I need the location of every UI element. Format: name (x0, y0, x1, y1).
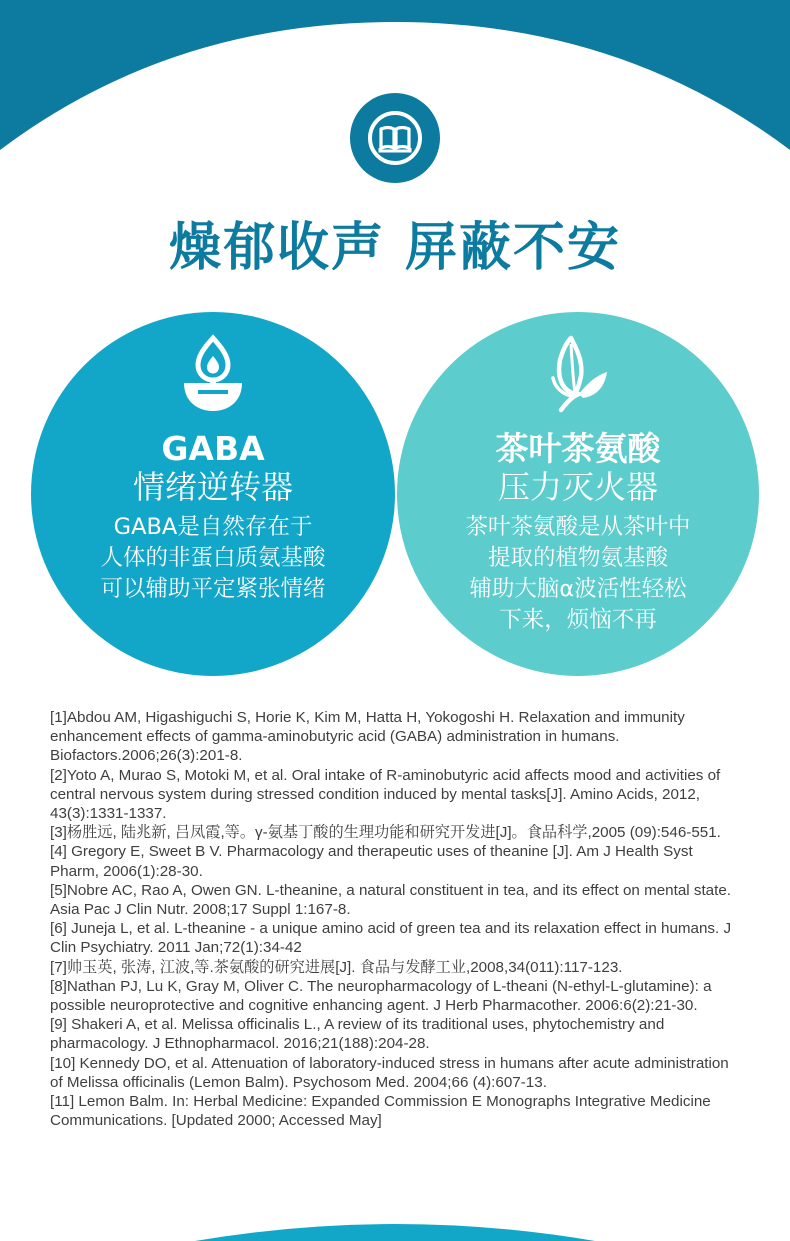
gaba-description (31, 512, 395, 605)
reference-item: [8]Nathan PJ, Lu K, Gray M, Oliver C. The neuropharmacology of L-theani (N-ethyl-L-glutamine): a possible neuroprotective and cognitive enhancing agent. J Herb Pharmacother. 2006:6(2):21-30. (50, 977, 716, 1015)
reference-item: [11] Lemon Balm. In: Herbal Medicine: Expanded Commission E Monographs Integrative Medicine Communications. [Updated 2000; Accessed May] (50, 1093, 715, 1130)
reference-item: [6] Juneja L, et al. L-theanine - a unique amino acid of green tea and its relaxation effect in humans. J Clin Psychiatry. 2011 Jan;72(1):34-42 (50, 920, 736, 957)
reference-item: [4] Gregory E, Sweet B V. Pharmacology and therapeutic uses of theanine [J]. Am J Health Syst Pharm, 2006(1):28-30. (50, 843, 697, 880)
drop-bowl-icon (178, 334, 248, 414)
gaba-circle (31, 312, 395, 676)
tea-leaf-icon (543, 334, 613, 414)
theanine-line: 茶叶茶氨酸是从茶叶中 (465, 514, 691, 540)
page-title: 燥郁收声 屏蔽不安 (168, 218, 622, 278)
theanine-circle (397, 312, 759, 676)
theanine-line: 辅助大脑α波活性轻松 (469, 576, 687, 602)
theanine-subtitle: 压力灭火器 (497, 468, 658, 506)
reference-item: [3]杨胜远, 陆兆新, 吕凤霞,等。γ-氨基丁酸的生理功能和研究开发进[J]。食品科学,2005 (09):546-551. (50, 824, 721, 842)
reference-item: [7]帅玉英, 张涛, 江波,等.茶氨酸的研究进展[J]. 食品与发酵工业,2008,34(011):117-123. (50, 958, 623, 976)
theanine-title: 茶叶茶氨酸 (495, 429, 661, 468)
theanine-line: 下来，烦恼不再 (499, 607, 657, 633)
reference-item: [2]Yoto A, Murao S, Motoki M, et al. Oral intake of R-aminobutyric acid affects mood and activities of central nervous system during stressed condition induced by mental tasks[J]. Amino Acids, 2012, 43(3):1331-1337. (50, 766, 725, 823)
theanine-description (397, 512, 759, 636)
reference-item: [1]Abdou AM, Higashiguchi S, Horie K, Kim M, Hatta H, Yokogoshi H. Relaxation and immunity enhancement effects of gamma-aminobutyric acid (GABA) administration in humans. Biofactors.2006;26(3):201-8. (50, 709, 690, 765)
gaba-line: 人体的非蛋白质氨基酸 (100, 545, 326, 571)
gaba-title: GABA (161, 429, 265, 468)
book-badge (350, 93, 440, 183)
theanine-line: 提取的植物氨基酸 (487, 545, 668, 571)
reference-item: [9] Shakeri A, et al. Melissa officinalis L., A review of its traditional uses, phytochemistry and pharmacology. J Ethnopharmacol. 2016;21(188):204-28. (50, 1016, 669, 1053)
bottom-arc-decoration (0, 1205, 790, 1241)
gaba-line: GABA是自然存在于 (113, 514, 313, 540)
reference-item: [10] Kennedy DO, et al. Attenuation of laboratory-induced stress in humans after acute administration of Melissa officinalis (Lemon Balm). Psychosom Med. 2004;66 (4):607-13. (50, 1054, 733, 1091)
gaba-subtitle: 情绪逆转器 (132, 468, 293, 506)
references-list (50, 708, 740, 1130)
book-icon (368, 111, 422, 165)
reference-item: [5]Nobre AC, Rao A, Owen GN. L-theanine, a natural constituent in tea, and its effect on mental state. Asia Pac J Clin Nutr. 2008;17 Suppl 1:167-8. (50, 881, 735, 919)
gaba-line: 可以辅助平定紧张情绪 (100, 576, 326, 602)
